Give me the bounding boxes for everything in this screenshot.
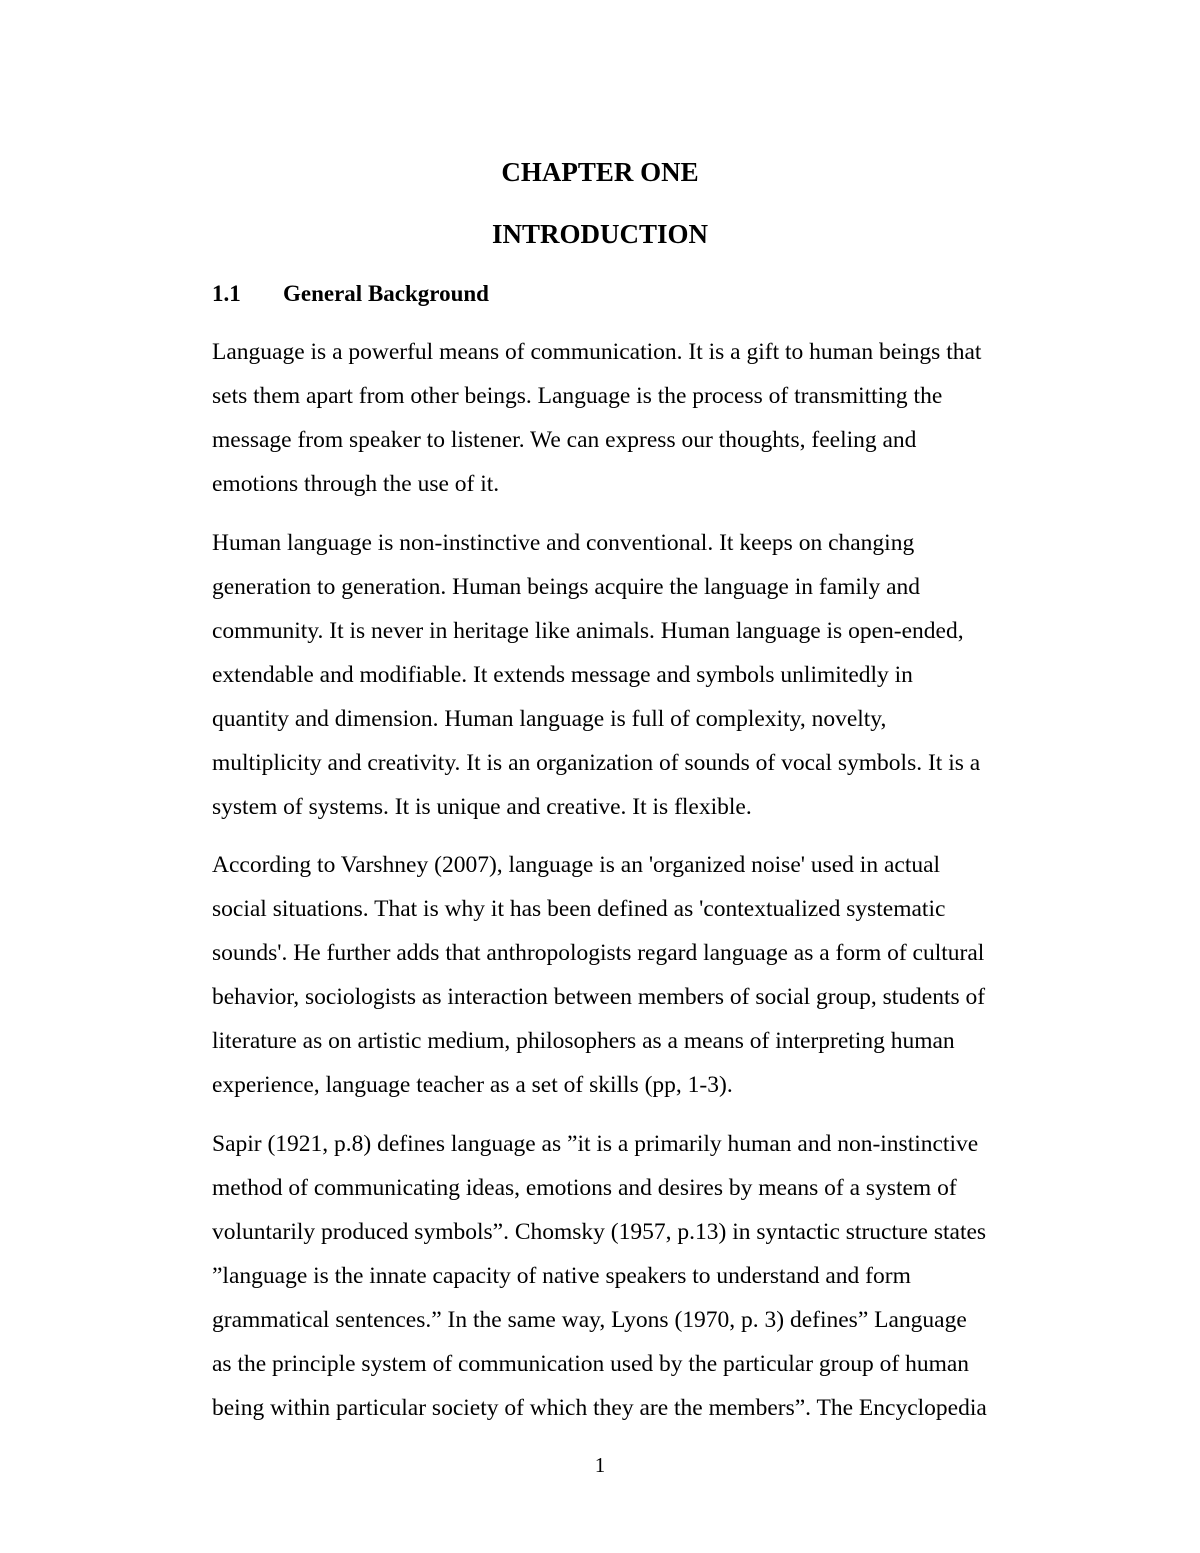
- subsection-number: 1.1: [212, 281, 241, 306]
- text-line: grammatical sentences.” In the same way, Lyons (1970, p. 3) defines” Language: [212, 1306, 967, 1333]
- paragraph-1: [212, 330, 1072, 506]
- text-line: emotions through the use of it.: [212, 471, 500, 497]
- text-line: system of systems. It is unique and creative. It is flexible.: [212, 793, 752, 820]
- text-line: multiplicity and creativity. It is an organization of sounds of vocal symbols. It is a: [212, 749, 981, 776]
- page-number: 1: [594, 1453, 606, 1477]
- text-line: ”language is the innate capacity of native speakers to understand and form: [212, 1262, 911, 1289]
- paragraph-3: [212, 843, 1072, 1107]
- text-line: being within particular society of which they are the members”. The Encyclopedia: [212, 1394, 987, 1421]
- text-line: sounds'. He further adds that anthropologists regard language as a form of cultural: [212, 940, 985, 966]
- subsection-title: General Background: [283, 281, 489, 306]
- section-title: INTRODUCTION: [491, 219, 709, 249]
- text-line: generation to generation. Human beings acquire the language in family and: [212, 573, 921, 600]
- text-line: message from speaker to listener. We can express our thoughts, feeling and: [212, 427, 917, 453]
- paragraph-2: [212, 521, 1072, 829]
- text-line: voluntarily produced symbols”. Chomsky (1957, p.13) in syntactic structure states: [212, 1218, 987, 1245]
- text-line: Sapir (1921, p.8) defines language as ”it is a primarily human and non-instinctive: [212, 1130, 979, 1157]
- text-line: quantity and dimension. Human language is full of complexity, novelty,: [212, 705, 887, 732]
- text-line: literature as on artistic medium, philosophers as a means of interpreting human: [212, 1028, 955, 1054]
- text-line: sets them apart from other beings. Language is the process of transmitting the: [212, 383, 943, 409]
- text-line: social situations. That is why it has been defined as 'contextualized systematic: [212, 896, 946, 922]
- text-line: behavior, sociologists as interaction between members of social group, students of: [212, 984, 986, 1010]
- text-line: method of communicating ideas, emotions and desires by means of a system of: [212, 1174, 957, 1201]
- body-text: [212, 330, 1072, 1444]
- paragraph-4: [212, 1122, 1072, 1430]
- subsection-heading: [212, 274, 489, 314]
- text-line: Human language is non-instinctive and conventional. It keeps on changing: [212, 529, 915, 556]
- chapter-title: CHAPTER ONE: [501, 157, 699, 187]
- text-line: as the principle system of communication used by the particular group of human: [212, 1350, 970, 1377]
- text-line: According to Varshney (2007), language is an 'organized noise' used in actual: [212, 852, 941, 878]
- text-line: Language is a powerful means of communication. It is a gift to human beings that: [212, 339, 982, 365]
- text-line: experience, language teacher as a set of skills (pp, 1-3).: [212, 1072, 733, 1098]
- text-line: extendable and modifiable. It extends message and symbols unlimitedly in: [212, 661, 913, 688]
- text-line: community. It is never in heritage like animals. Human language is open-ended,: [212, 617, 964, 644]
